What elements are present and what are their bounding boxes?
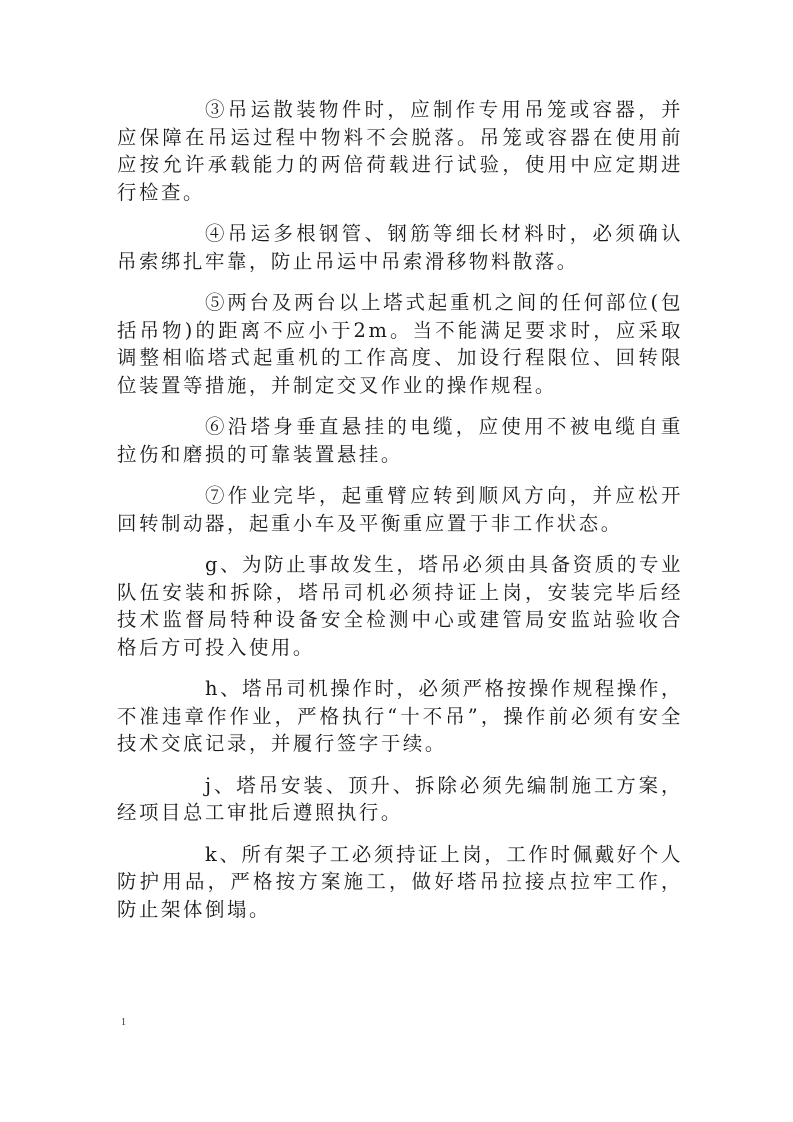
paragraph-h: h、塔吊司机操作时，必须严格按操作规程操作，不准违章作作业，严格执行“十不吊”，操作前必须有安全技术交底记录，并履行签字于续。 bbox=[117, 677, 683, 755]
paragraph-g: g、为防止事故发生，塔吊必须由具备资质的专业队伍安装和拆除，塔吊司机必须持证上岗，安装完毕后经技术监督局特种设备安全检测中心或建管局安监站验收合格后方可投入使用。 bbox=[117, 553, 683, 659]
paragraph-item-4: ④吊运多根钢管、钢筋等细长材料时，必须确认吊索绑扎牢靠，防止吊运中吊索滑移物料散落。 bbox=[117, 222, 683, 273]
paragraph-k: k、所有架子工必须持证上岗，工作时佩戴好个人防护用品，严格按方案施工，做好塔吊拉接点拉牢工作，防止架体倒塌。 bbox=[117, 842, 683, 921]
page-number: 1 bbox=[121, 1017, 126, 1028]
document-body bbox=[117, 96, 683, 937]
paragraph-item-3: ③吊运散装物件时，应制作专用吊笼或容器，并应保障在吊运过程中物料不会脱落。吊笼或容器在使用前应按允许承载能力的两倍荷载进行试验，使用中应定期进行检查。 bbox=[117, 98, 683, 204]
paragraph-item-5: ⑤两台及两台以上塔式起重机之间的任何部位(包括吊物)的距离不应小于2m。当不能满足要求时，应采取调整相临塔式起重机的工作高度、加设行程限位、回转限位装置等措施，并制定交叉作业的操作规程。 bbox=[117, 291, 683, 397]
paragraph-j: j、塔吊安装、顶升、拆除必须先编制施工方案，经项目总工审批后遵照执行。 bbox=[117, 773, 683, 824]
paragraph-item-6: ⑥沿塔身垂直悬挂的电缆，应使用不被电缆自重拉伤和磨损的可靠装置悬挂。 bbox=[117, 415, 683, 466]
paragraph-item-7: ⑦作业完毕，起重臂应转到顺风方向，并应松开回转制动器，起重小车及平衡重应置于非工作状态。 bbox=[117, 484, 683, 535]
